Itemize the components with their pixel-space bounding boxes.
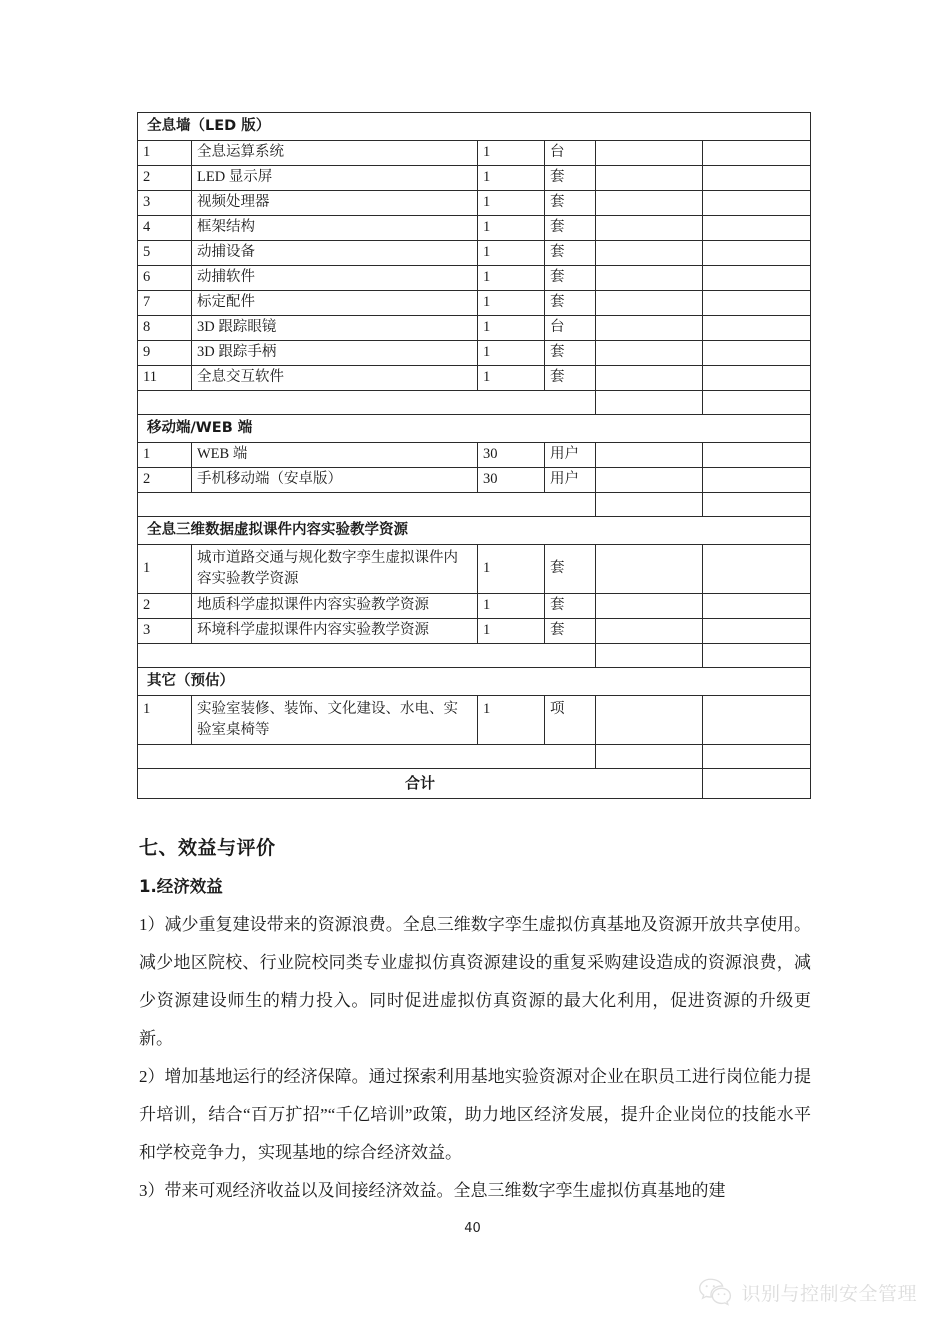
cell-total-price — [703, 619, 811, 644]
cell-unit-price — [596, 291, 703, 316]
table-row — [138, 594, 811, 619]
cell-index: 7 — [138, 291, 192, 316]
cell-quantity: 1 — [478, 216, 545, 241]
cell-quantity: 1 — [478, 594, 545, 619]
cell-unit-price — [596, 341, 703, 366]
paragraph-3: 3）带来可观经济收益以及间接经济效益。全息三维数字孪生虚拟仿真基地的建 — [139, 1181, 726, 1200]
cell-unit-price — [596, 166, 703, 191]
cell-name: 环境科学虚拟课件内容实验教学资源 — [192, 619, 478, 644]
cell-unit: 用户 — [545, 443, 596, 468]
table-row — [138, 266, 811, 291]
table-total-row — [138, 769, 811, 799]
cell-total-price — [703, 468, 811, 493]
section-title: 全息墙（LED 版） — [138, 113, 811, 141]
section-title: 移动端/WEB 端 — [138, 415, 811, 443]
separator-cell-unit-price — [596, 493, 703, 517]
table-row — [138, 696, 811, 745]
cell-index: 11 — [138, 366, 192, 391]
cell-quantity: 1 — [478, 241, 545, 266]
cell-unit: 套 — [545, 366, 596, 391]
table-separator-row — [138, 493, 811, 517]
cell-index: 8 — [138, 316, 192, 341]
separator-merged-cell — [138, 745, 596, 769]
watermark-text: 识别与控制安全管理 — [741, 1282, 917, 1305]
cell-name: 框架结构 — [192, 216, 478, 241]
table-row — [138, 545, 811, 594]
cell-name: 标定配件 — [192, 291, 478, 316]
separator-merged-cell — [138, 391, 596, 415]
cell-index: 9 — [138, 341, 192, 366]
cell-unit: 项 — [545, 696, 596, 745]
table-section-header — [138, 668, 811, 696]
cell-quantity: 1 — [478, 266, 545, 291]
table-separator-row — [138, 391, 811, 415]
cell-name: 动捕软件 — [192, 266, 478, 291]
paragraph-2: 2）增加基地运行的经济保障。通过探索利用基地实验资源对企业在职员工进行岗位能力提升培训，结合“百万扩招”“千亿培训”政策，助力地区经济发展，提升企业岗位的技能水平和学校竞争力，实现基地的综合经济效益。 — [139, 1067, 811, 1162]
table-row — [138, 241, 811, 266]
cell-index: 3 — [138, 619, 192, 644]
table-separator-row — [138, 745, 811, 769]
table-row — [138, 191, 811, 216]
cell-total-price — [703, 241, 811, 266]
cell-total-price — [703, 291, 811, 316]
cell-name: 视频处理器 — [192, 191, 478, 216]
section-heading: 七、效益与评价 — [139, 837, 276, 859]
cell-index: 2 — [138, 468, 192, 493]
separator-cell-total-price — [703, 493, 811, 517]
cell-total-price — [703, 316, 811, 341]
cell-unit-price — [596, 619, 703, 644]
cell-total-price — [703, 341, 811, 366]
total-value — [703, 769, 811, 799]
table-row — [138, 291, 811, 316]
cell-name: 城市道路交通与规化数字孪生虚拟课件内容实验教学资源 — [192, 545, 478, 594]
cell-unit-price — [596, 468, 703, 493]
cell-name: 地质科学虚拟课件内容实验教学资源 — [192, 594, 478, 619]
cell-quantity: 1 — [478, 696, 545, 745]
cell-unit: 套 — [545, 341, 596, 366]
separator-cell-unit-price — [596, 391, 703, 415]
separator-cell-unit-price — [596, 745, 703, 769]
table-row — [138, 341, 811, 366]
equipment-spec-table — [137, 112, 811, 799]
cell-name: 全息运算系统 — [192, 141, 478, 166]
cell-name: 手机移动端（安卓版） — [192, 468, 478, 493]
cell-quantity: 1 — [478, 291, 545, 316]
cell-name: 动捕设备 — [192, 241, 478, 266]
watermark — [698, 1277, 917, 1307]
cell-unit-price — [596, 141, 703, 166]
cell-unit-price — [596, 316, 703, 341]
cell-total-price — [703, 696, 811, 745]
cell-quantity: 30 — [478, 468, 545, 493]
equipment-spec-table-container — [137, 112, 810, 799]
table-row — [138, 366, 811, 391]
table-row — [138, 619, 811, 644]
cell-name: 全息交互软件 — [192, 366, 478, 391]
table-section-header — [138, 415, 811, 443]
cell-unit: 台 — [545, 316, 596, 341]
cell-index: 4 — [138, 216, 192, 241]
cell-unit-price — [596, 545, 703, 594]
cell-total-price — [703, 443, 811, 468]
cell-quantity: 1 — [478, 545, 545, 594]
table-row — [138, 166, 811, 191]
cell-index: 1 — [138, 443, 192, 468]
cell-unit: 套 — [545, 291, 596, 316]
separator-cell-total-price — [703, 745, 811, 769]
cell-index: 1 — [138, 141, 192, 166]
cell-unit-price — [596, 594, 703, 619]
table-row — [138, 468, 811, 493]
section-title: 全息三维数据虚拟课件内容实验教学资源 — [138, 517, 811, 545]
cell-quantity: 1 — [478, 619, 545, 644]
cell-unit: 套 — [545, 545, 596, 594]
cell-total-price — [703, 141, 811, 166]
total-label: 合计 — [138, 769, 703, 799]
cell-total-price — [703, 266, 811, 291]
table-section-header — [138, 113, 811, 141]
cell-unit: 套 — [545, 594, 596, 619]
cell-quantity: 1 — [478, 141, 545, 166]
cell-index: 6 — [138, 266, 192, 291]
table-section-header — [138, 517, 811, 545]
cell-index: 2 — [138, 594, 192, 619]
section-title: 其它（预估） — [138, 668, 811, 696]
cell-unit-price — [596, 366, 703, 391]
table-body — [138, 113, 811, 799]
cell-total-price — [703, 166, 811, 191]
cell-quantity: 1 — [478, 166, 545, 191]
section-subheading: 1.经济效益 — [139, 877, 223, 896]
cell-name: 实验室装修、装饰、文化建设、水电、实验室桌椅等 — [192, 696, 478, 745]
separator-cell-total-price — [703, 644, 811, 668]
cell-unit: 套 — [545, 166, 596, 191]
cell-name: 3D 跟踪手柄 — [192, 341, 478, 366]
cell-unit: 套 — [545, 619, 596, 644]
cell-unit: 用户 — [545, 468, 596, 493]
cell-name: 3D 跟踪眼镜 — [192, 316, 478, 341]
cell-index: 2 — [138, 166, 192, 191]
cell-total-price — [703, 545, 811, 594]
cell-unit: 套 — [545, 191, 596, 216]
table-row — [138, 141, 811, 166]
cell-quantity: 1 — [478, 341, 545, 366]
cell-quantity: 30 — [478, 443, 545, 468]
cell-unit-price — [596, 191, 703, 216]
cell-total-price — [703, 216, 811, 241]
cell-unit-price — [596, 443, 703, 468]
table-separator-row — [138, 644, 811, 668]
separator-cell-unit-price — [596, 644, 703, 668]
cell-quantity: 1 — [478, 191, 545, 216]
cell-quantity: 1 — [478, 366, 545, 391]
cell-total-price — [703, 191, 811, 216]
cell-unit-price — [596, 216, 703, 241]
cell-quantity: 1 — [478, 316, 545, 341]
cell-unit: 套 — [545, 216, 596, 241]
cell-unit-price — [596, 241, 703, 266]
cell-index: 1 — [138, 696, 192, 745]
page-number: 40 — [464, 1221, 481, 1236]
cell-name: LED 显示屏 — [192, 166, 478, 191]
cell-unit: 套 — [545, 266, 596, 291]
cell-unit: 套 — [545, 241, 596, 266]
separator-merged-cell — [138, 493, 596, 517]
document-content — [139, 833, 811, 1210]
separator-cell-total-price — [703, 391, 811, 415]
paragraph-1: 1）减少重复建设带来的资源浪费。全息三维数字孪生虚拟仿真基地及资源开放共享使用。减少地区院校、行业院校同类专业虚拟仿真资源建设的重复采购建设造成的资源浪费，减少资源建设师生的精力投入。同时促进虚拟仿真资源的最大化利用，促进资源的升级更新。 — [139, 915, 811, 1048]
cell-index: 5 — [138, 241, 192, 266]
table-row — [138, 316, 811, 341]
table-row — [138, 216, 811, 241]
cell-index: 3 — [138, 191, 192, 216]
cell-unit: 台 — [545, 141, 596, 166]
table-row — [138, 443, 811, 468]
cell-name: WEB 端 — [192, 443, 478, 468]
cell-total-price — [703, 366, 811, 391]
cell-unit-price — [596, 696, 703, 745]
cell-index: 1 — [138, 545, 192, 594]
cell-unit-price — [596, 266, 703, 291]
cell-total-price — [703, 594, 811, 619]
separator-merged-cell — [138, 644, 596, 668]
wechat-icon — [698, 1277, 732, 1307]
